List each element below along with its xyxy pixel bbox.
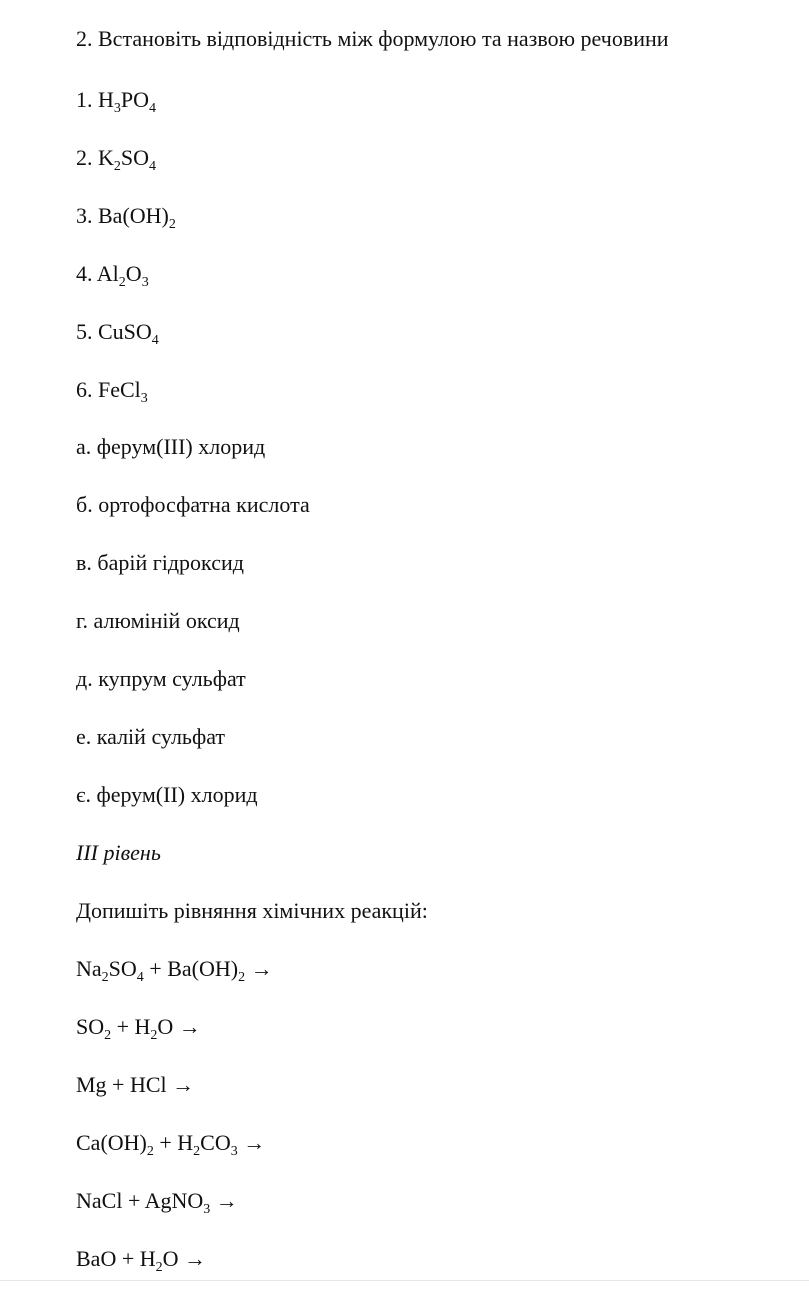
formula-text: SO (120, 145, 150, 170)
formula-text: BaO + H (76, 1246, 156, 1271)
subscript: 2 (150, 1028, 158, 1043)
formula-text: FeCl (98, 377, 141, 402)
formula-text: → (210, 1188, 238, 1213)
item-number: 4. (76, 261, 97, 286)
formula-text: H (98, 87, 114, 112)
formula-text: O (125, 261, 142, 286)
formula-text: Ca(OH) (76, 1130, 147, 1155)
subscript: 4 (149, 159, 157, 174)
equation-item (76, 1072, 194, 1098)
level-title: III рівень (76, 840, 161, 865)
name-item: е. калій сульфат (76, 724, 226, 749)
name-item: б. ортофосфатна кислота (76, 492, 310, 517)
formula-text: PO (120, 87, 150, 112)
equation-item (76, 1014, 201, 1043)
equation-item (76, 956, 273, 985)
formula-text: Mg + HCl → (76, 1072, 195, 1097)
name-item: є. ферум(II) хлорид (76, 782, 258, 807)
formula-text: + H (153, 1130, 194, 1155)
item-number: 2. (76, 145, 98, 170)
subscript: 2 (146, 1144, 154, 1159)
formula-item (76, 203, 176, 232)
subscript: 2 (238, 970, 246, 985)
formula-item (76, 145, 157, 174)
subscript: 4 (151, 333, 159, 348)
name-item: г. алюміній оксид (76, 608, 240, 633)
formula-text: O → (157, 1014, 201, 1039)
name-item: а. ферум(III) хлорид (76, 434, 266, 459)
subscript: 2 (118, 275, 126, 290)
task-heading: 2. Встановіть відповідність між формулою та назвою речовини (76, 26, 669, 51)
item-number: 6. (76, 377, 98, 402)
item-number: 1. (76, 87, 98, 112)
formula-text: SO (108, 956, 137, 981)
formula-text: SO (76, 1014, 105, 1039)
subscript: 2 (113, 159, 121, 174)
equation-item (76, 1130, 266, 1159)
subscript: 2 (168, 217, 176, 232)
equation-item (76, 1246, 207, 1275)
subscript: 3 (141, 275, 149, 290)
formula-text: NaCl + AgNO (76, 1188, 204, 1213)
name-item: в. барій гідроксид (76, 550, 244, 575)
page-bottom-divider (0, 1280, 809, 1281)
subscript: 3 (230, 1144, 238, 1159)
formula-text: Al (96, 261, 119, 286)
name-item: д. купрум сульфат (76, 666, 246, 691)
item-number: 3. (76, 203, 98, 228)
formula-text: + Ba(OH) (143, 956, 239, 981)
formula-item (76, 377, 148, 406)
subscript: 2 (193, 1144, 201, 1159)
formula-text: K (98, 145, 114, 170)
formula-item (76, 87, 157, 116)
formula-item (76, 261, 149, 290)
formula-text: + H (111, 1014, 151, 1039)
level-instruction: Допишіть рівняння хімічних реакцій: (76, 898, 428, 923)
formula-text: Ba(OH) (98, 203, 169, 228)
formula-text: → (245, 956, 273, 981)
subscript: 4 (149, 101, 157, 116)
subscript: 3 (140, 391, 148, 406)
formula-item (76, 319, 159, 348)
formula-text: O → (162, 1246, 207, 1271)
formula-text: → (237, 1130, 266, 1155)
subscript: 2 (155, 1260, 163, 1275)
subscript: 3 (203, 1202, 211, 1217)
subscript: 4 (136, 970, 144, 985)
item-number: 5. (76, 319, 98, 344)
subscript: 2 (101, 970, 109, 985)
formula-text: CO (200, 1130, 231, 1155)
subscript: 3 (113, 101, 121, 116)
formula-text: CuSO (98, 319, 152, 344)
subscript: 2 (104, 1028, 112, 1043)
formula-text: Na (76, 956, 102, 981)
equation-item (76, 1188, 238, 1217)
